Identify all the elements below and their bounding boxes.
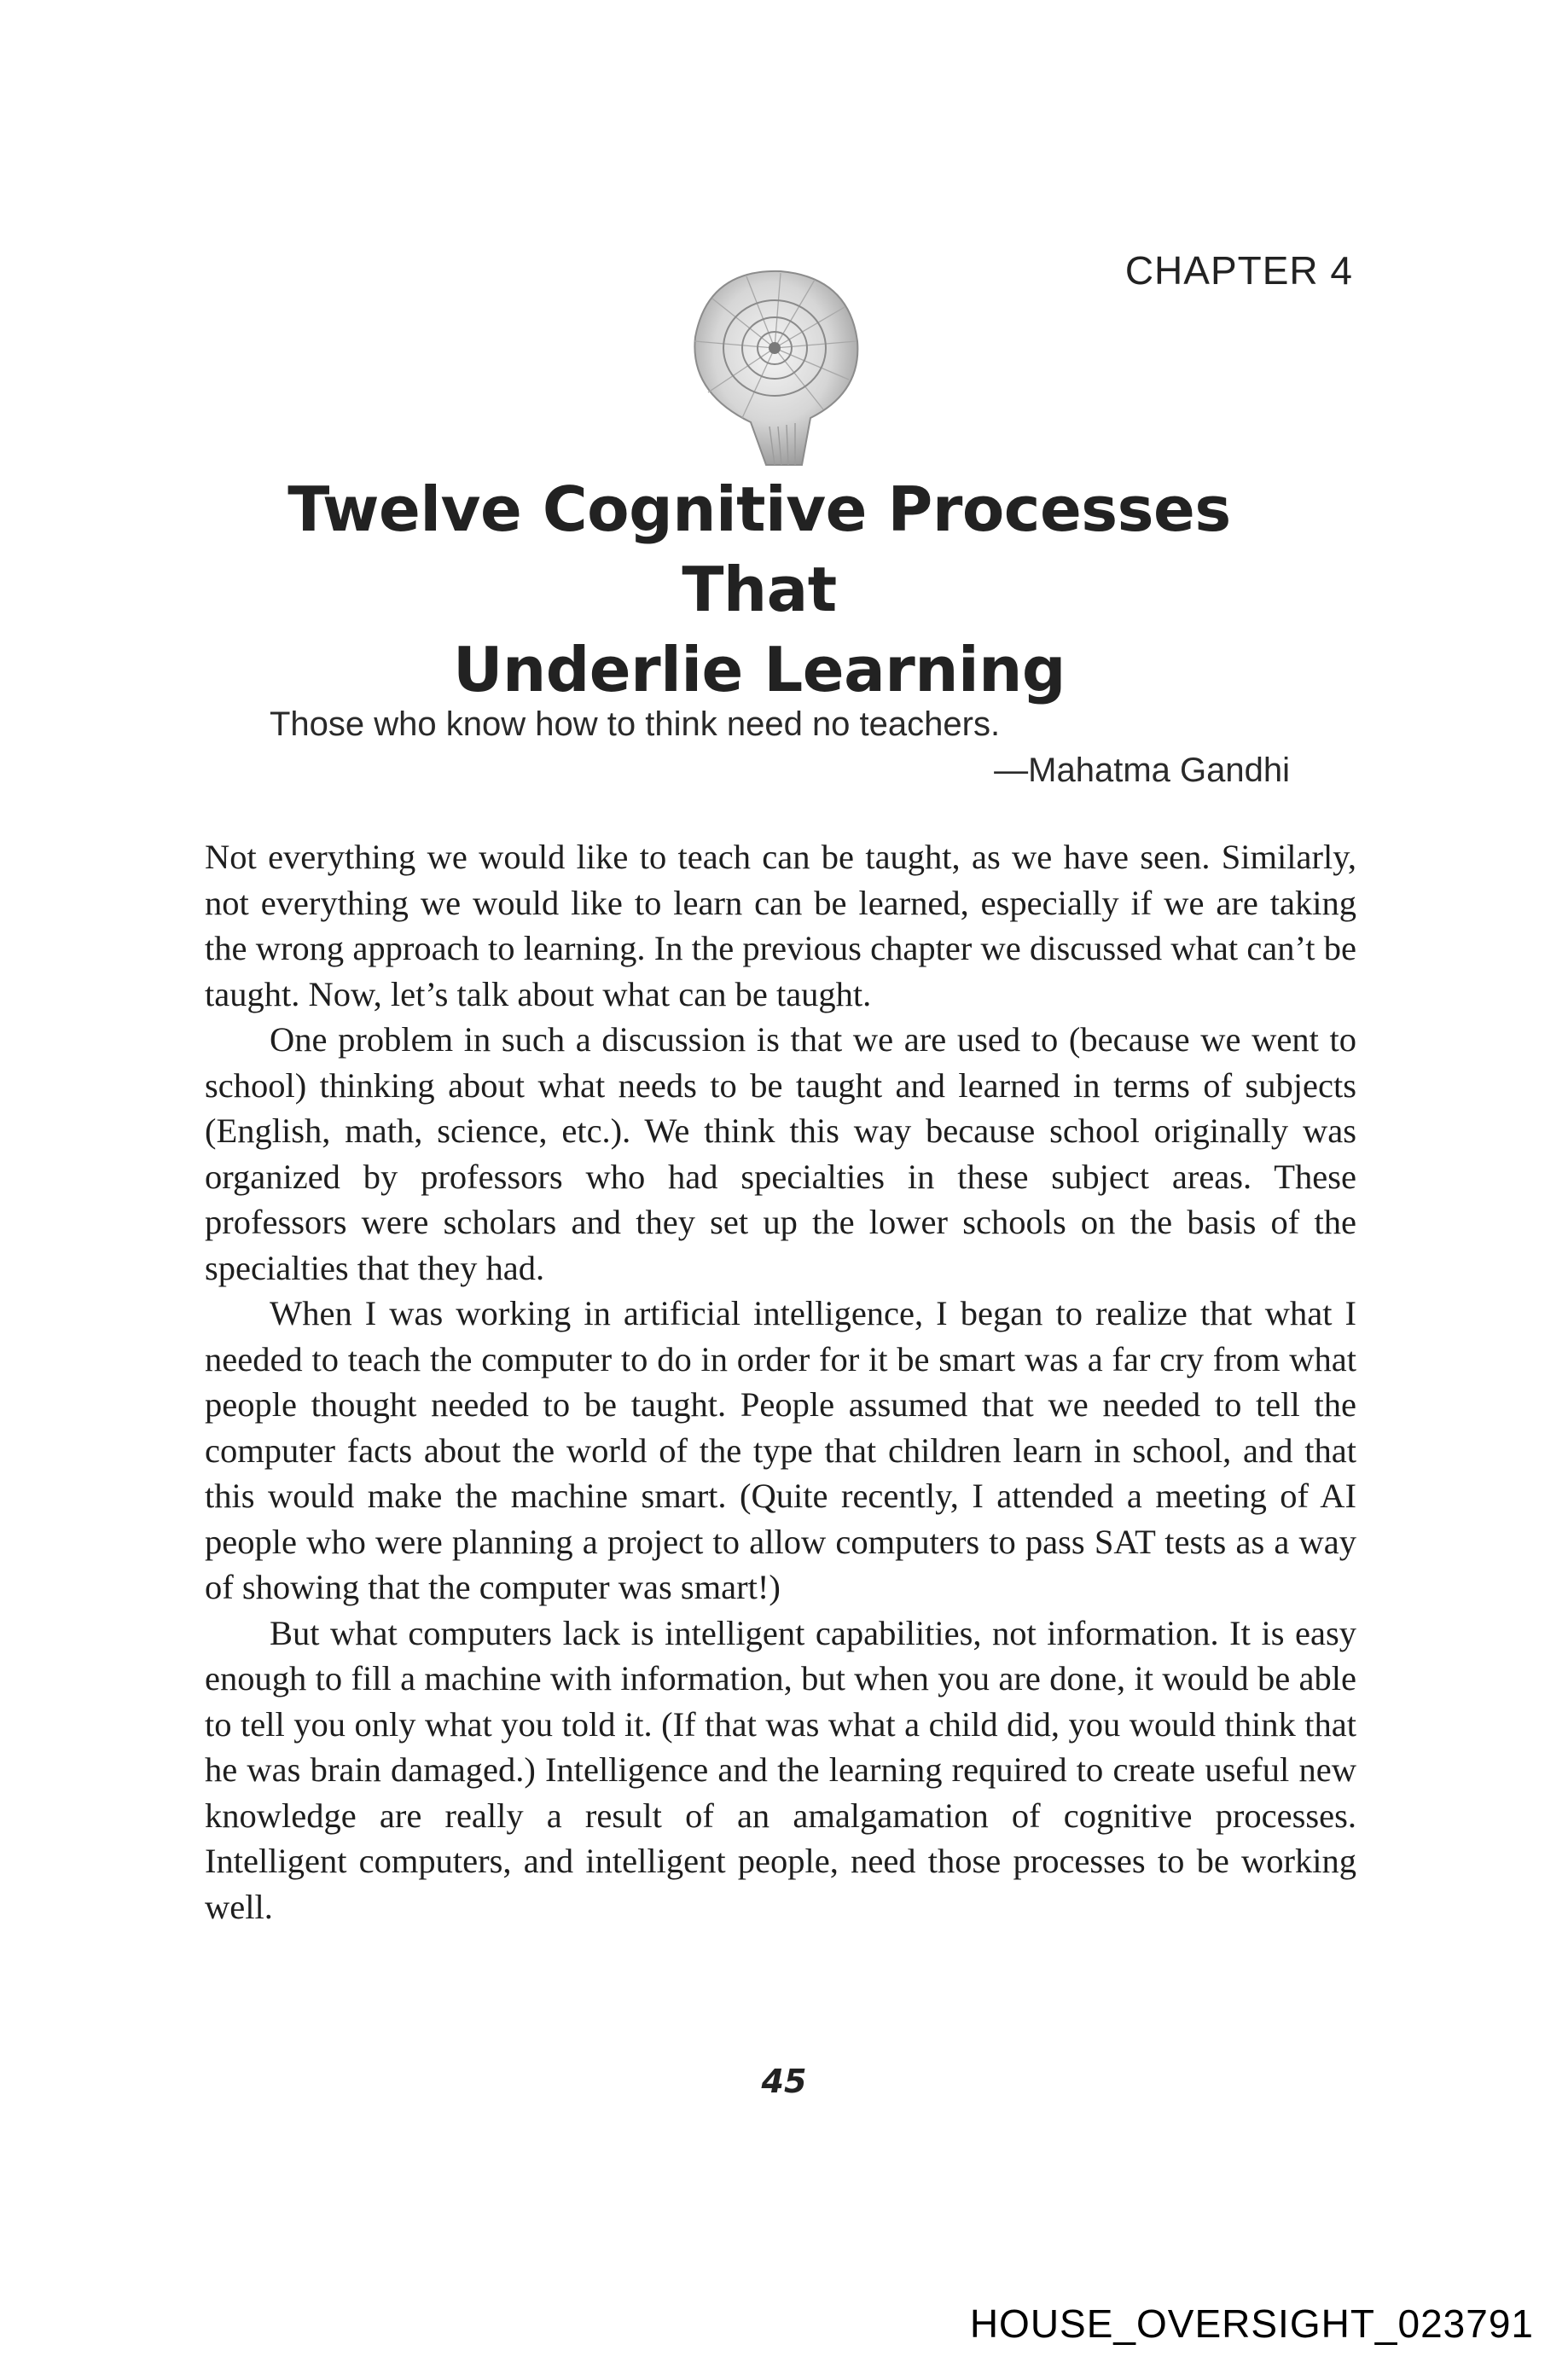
chapter-title-line-1: Twelve Cognitive Processes That	[287, 473, 1231, 625]
bates-number: HOUSE_OVERSIGHT_023791	[969, 2301, 1534, 2346]
shell-drawing	[694, 271, 857, 465]
chapter-title-line-2: Underlie Learning	[453, 634, 1066, 705]
epigraph-quote: Those who know how to think need no teachers.	[270, 705, 1001, 743]
body-text	[205, 834, 1356, 1930]
page-number: 45	[761, 2063, 807, 2100]
chapter-title	[205, 469, 1314, 710]
epigraph-attribution: —Mahatma Gandhi	[994, 752, 1290, 789]
paragraph-2: One problem in such a discussion is that we are used to (because we went to school) thinking about what needs to be taught and learned in terms of subjects (English, math, science, etc.). We think this way because school originally was organized by professors who had specialties in these subject areas. These professors were scholars and they set up the lower schools on the basis of the specialties that they had.	[205, 1020, 1356, 1287]
paragraph-3: When I was working in artificial intelligence, I began to realize that what I needed to teach the computer to do in order for it be smart was a far cry from what people thought needed to be taught. People assumed that we needed to tell the computer facts about the world of the type that children learn in school, and that this would make the machine smart. (Quite recently, I attended a meeting of AI people who were planning a project to allow computers to pass SAT tests as a way of showing that the computer was smart!)	[205, 1294, 1356, 1606]
chapter-label: CHAPTER 4	[1124, 248, 1353, 293]
paragraph-4: But what computers lack is intelligent capabilities, not information. It is easy enough to fill a machine with information, but when you are done, it would be able to tell you only what you told it. (If that was what a child did, you would think that he was brain damaged.) Intelligence and the learning required to create useful new knowledge are really a result of an amalgamation of cognitive processes. Intelligent computers, and intelligent people, need those processes to be working well.	[205, 1613, 1356, 1926]
nautilus-shell-icon	[674, 256, 870, 469]
paragraph-1: Not everything we would like to teach can be taught, as we have seen. Similarly, not everything we would like to learn can be learned, especially if we are taking the wrong approach to learning. In the previous chapter we discussed what can’t be taught. Now, let’s talk about what can be taught.	[205, 838, 1356, 1013]
epigraph	[270, 701, 1290, 793]
